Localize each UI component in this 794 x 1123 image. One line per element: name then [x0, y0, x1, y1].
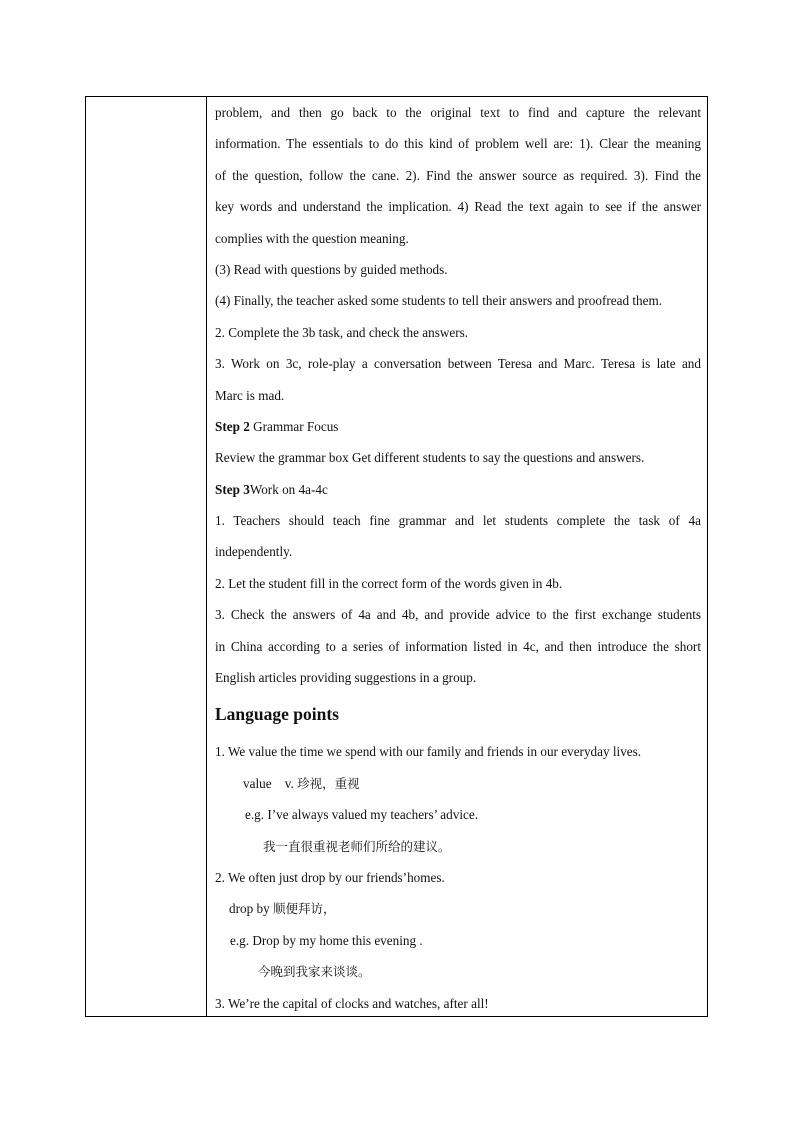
step-2-line — [215, 411, 701, 442]
language-point-2: 2. We often just drop by our friends’homes. — [215, 869, 445, 885]
text-line: (4) Finally, the teacher asked some students to tell their answers and proofread them. — [215, 293, 663, 309]
vocab-word: value — [243, 775, 272, 791]
language-points-heading: Language points — [215, 704, 339, 725]
text-line: independently. — [215, 544, 293, 560]
text-line: 2. Let the student fill in the correct form of the words given in 4b. — [215, 575, 563, 591]
text-line: complies with the question meaning. — [215, 230, 409, 246]
step-2-label: Step 2 — [215, 418, 250, 434]
text-line: Review the grammar box Get different students to say the questions and answers. — [215, 450, 645, 466]
step-3-title: Work on 4a-4c — [249, 481, 328, 497]
text-line: English articles providing suggestions in a group. — [215, 670, 477, 686]
text-line: (3) Read with questions by guided methods. — [215, 261, 448, 277]
vocab-meaning: 珍视，重视 — [297, 775, 360, 791]
step-2-title: Grammar Focus — [253, 418, 339, 434]
text-line: problem, and then go back to the original text to find and capture the relevant — [215, 105, 701, 120]
text-line: 3. Work on 3c, role-play a conversation between Teresa and Marc. Teresa is late and — [215, 356, 701, 372]
vocab-meaning: 顺便拜访， — [272, 901, 336, 917]
language-point-3: 3. We’re the capital of clocks and watches, after all! — [215, 995, 489, 1011]
left-column-cell — [86, 97, 207, 1016]
vocab-entry-drop-by — [215, 893, 701, 924]
text-line: Marc is mad. — [215, 387, 285, 403]
text-line: in China according to a series of information listed in 4c, and then introduce the short — [215, 638, 701, 654]
example-translation: 今晚到我家来谈谈。 — [258, 964, 371, 980]
lesson-table — [85, 96, 708, 1017]
language-point-1: 1. We value the time we spend with our family and friends in our everyday lives. — [215, 744, 642, 760]
step-3-line — [215, 474, 701, 505]
example-sentence: e.g. I’ve always valued my teachers’ advice. — [245, 807, 478, 823]
text-line: of the question, follow the cane. 2). Find the answer source as required. 3). Find the — [215, 167, 701, 183]
vocab-phrase: drop by — [229, 901, 270, 917]
vocab-entry-value — [215, 768, 701, 799]
vocab-part-of-speech: v. — [284, 775, 294, 791]
example-translation: 我一直很重视老师们所给的建议。 — [263, 838, 451, 854]
text-line: information. The essentials to do this kind of problem well are: 1). Clear the meaning — [215, 136, 701, 152]
text-line: 2. Complete the 3b task, and check the answers. — [215, 324, 469, 340]
text-line: key words and understand the implication. 4) Read the text again to see if the answer — [215, 199, 701, 215]
text-line: 1. Teachers should teach fine grammar and let students complete the task of 4a — [215, 513, 701, 529]
content-cell — [207, 97, 707, 1016]
text-line: 3. Check the answers of 4a and 4b, and provide advice to the first exchange students — [215, 607, 701, 623]
step-3-label: Step 3 — [215, 481, 250, 497]
example-sentence: e.g. Drop by my home this evening . — [230, 932, 423, 948]
